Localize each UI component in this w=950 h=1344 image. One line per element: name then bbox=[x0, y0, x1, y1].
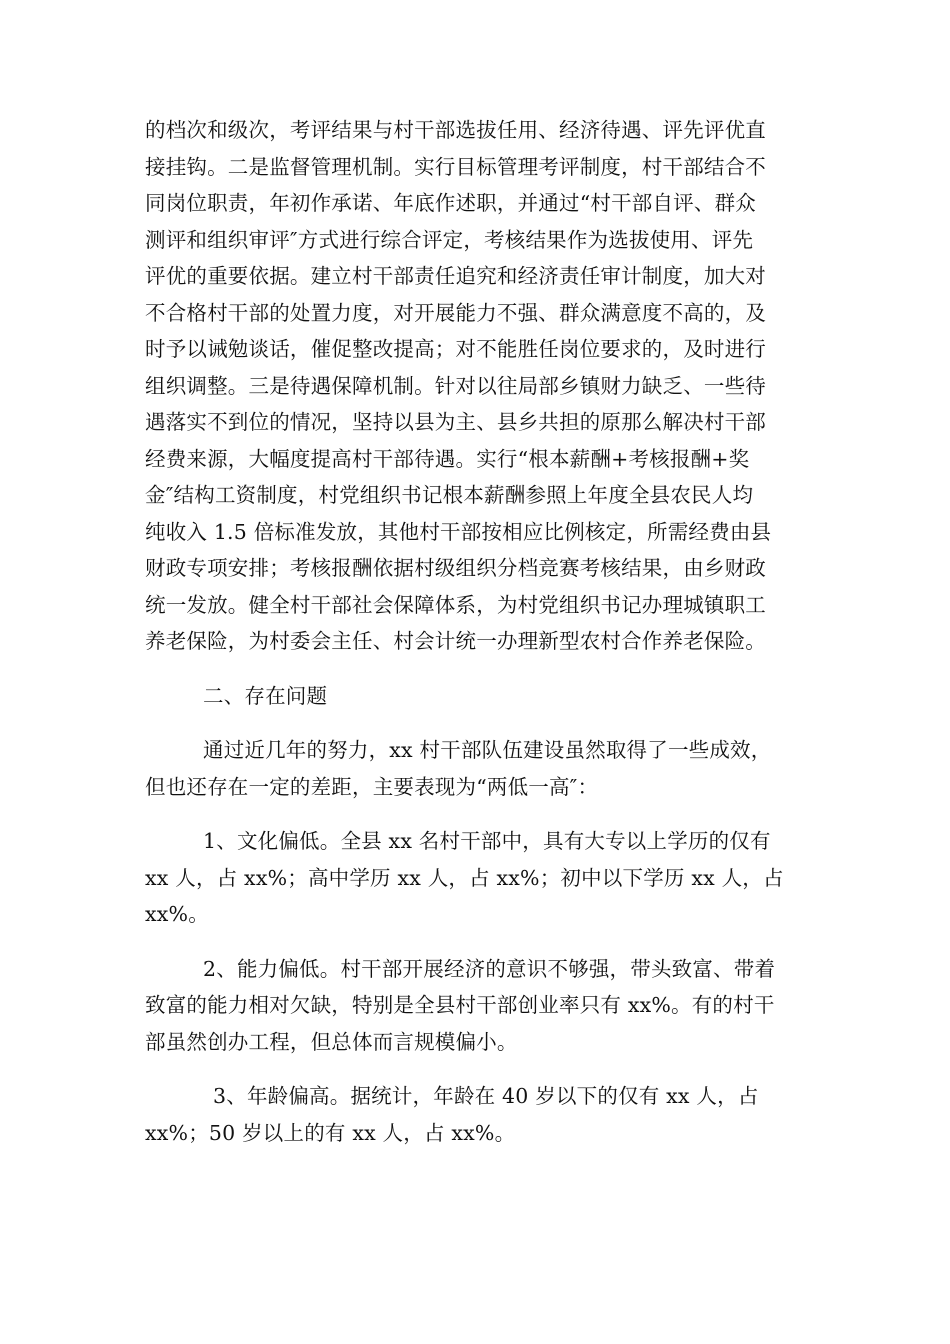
text-line: 养老保险，为村委会主任、村会计统一办理新型农村合作养老保险。 bbox=[145, 629, 766, 653]
text-line: 3、年龄偏高。据统计，年龄在 40 岁以下的仅有 xx 人，占 bbox=[213, 1084, 759, 1108]
text-line: 测评和组织审评″方式进行综合评定，考核结果作为选拔使用、评先 bbox=[145, 227, 754, 252]
text-line: 2、能力偏低。村干部开展经济的意识不够强，带头致富、带着 bbox=[203, 956, 776, 981]
text-line: xx 人，占 xx%；高中学历 xx 人，占 xx%；初中以下学历 xx 人，占 bbox=[145, 865, 784, 890]
text-line: 部虽然创办工程，但总体而言规模偏小。 bbox=[145, 1029, 518, 1054]
paragraph-problems-intro bbox=[145, 732, 795, 805]
paragraph-age bbox=[145, 1078, 795, 1151]
text-line: 经费来源，大幅度提高村干部待遇。实行“根本薪酬+考核报酬+奖 bbox=[145, 446, 750, 471]
text-line: 不合格村干部的处置力度，对开展能力不强、群众满意度不高的，及 bbox=[145, 300, 766, 325]
text-line: 金″结构工资制度，村党组织书记根本薪酬参照上年度全县农民人均 bbox=[145, 483, 754, 507]
text-line: 但也还存在一定的差距，主要表现为“两低一高″： bbox=[145, 774, 599, 799]
text-line: 评优的重要依据。建立村干部责任追究和经济责任审计制度，加大对 bbox=[145, 264, 766, 288]
paragraph-education bbox=[145, 823, 795, 933]
text-line: 通过近几年的努力，xx 村干部队伍建设虽然取得了一些成效， bbox=[203, 738, 772, 762]
text-line: xx%。 bbox=[145, 902, 209, 926]
section-heading bbox=[145, 678, 795, 715]
text-line: 接挂钩。二是监督管理机制。实行目标管理考评制度，村干部结合不 bbox=[145, 154, 766, 179]
paragraph-mechanisms bbox=[145, 112, 795, 660]
text-line: 遇落实不到位的情况，坚持以县为主、县乡共担的原那么解决村干部 bbox=[145, 410, 766, 434]
text-line: 纯收入 1.5 倍标准发放，其他村干部按相应比例核定，所需经费由县 bbox=[145, 519, 772, 544]
paragraph-ability bbox=[145, 951, 795, 1061]
text-line: 财政专项安排；考核报酬依据村级组织分档竞赛考核结果，由乡财政 bbox=[145, 556, 766, 580]
text-line: 致富的能力相对欠缺，特别是全县村干部创业率只有 xx%。有的村干 bbox=[145, 993, 775, 1017]
document-body bbox=[145, 112, 795, 1151]
text-line: 同岗位职责，年初作承诺、年底作述职，并通过“村干部自评、群众 bbox=[145, 191, 756, 215]
section-heading-text: 二、存在问题 bbox=[203, 683, 328, 708]
text-line: 时予以诫勉谈话，催促整改提高；对不能胜任岗位要求的，及时进行 bbox=[145, 337, 766, 361]
text-line: 1、文化偏低。全县 xx 名村干部中，具有大专以上学历的仅有 bbox=[203, 829, 771, 853]
text-line: xx%；50 岁以上的有 xx 人，占 xx%。 bbox=[145, 1120, 516, 1145]
text-line: 的档次和级次，考评结果与村干部选拔任用、经济待遇、评先评优直 bbox=[145, 118, 766, 142]
text-line: 组织调整。三是待遇保障机制。针对以往局部乡镇财力缺乏、一些待 bbox=[145, 373, 766, 398]
text-line: 统一发放。健全村干部社会保障体系，为村党组织书记办理城镇职工 bbox=[145, 592, 766, 617]
